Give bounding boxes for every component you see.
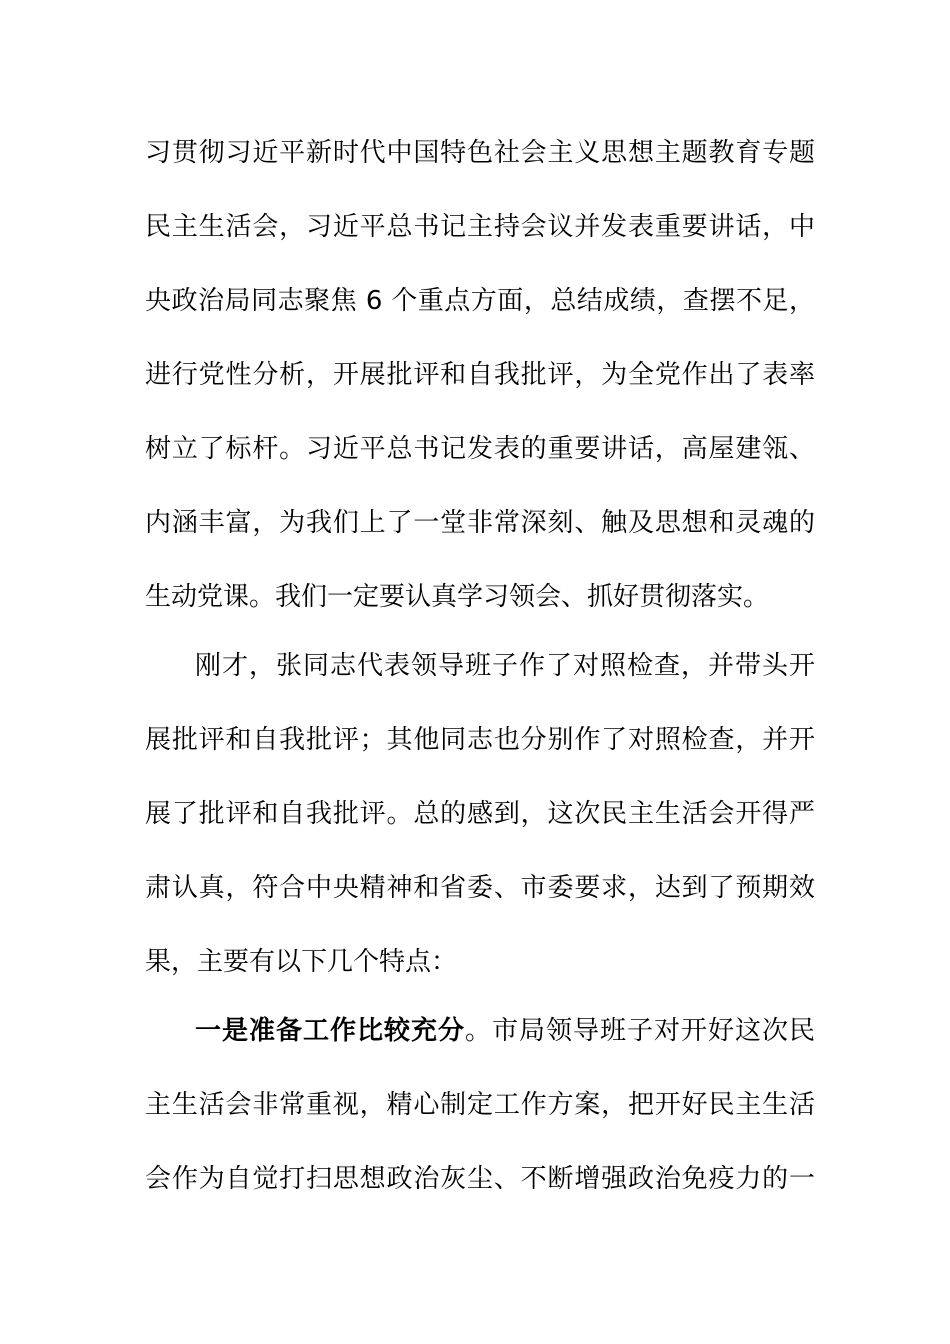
paragraph-2-line-4: 肃认真，符合中央精神和省委、市委要求，达到了预期效 — [145, 873, 815, 903]
paragraph-1-line-1: 习贯彻习近平新时代中国特色社会主义思想主题教育专题 — [145, 138, 815, 168]
paragraph-3-line-2: 主生活会非常重视，精心制定工作方案，把开好民主生活 — [145, 1090, 815, 1120]
paragraph-1-line-2: 民主生活会，习近平总书记主持会议并发表重要讲话，中 — [145, 212, 815, 242]
paragraph-3-line-3: 会作为自觉打扫思想政治灰尘、不断增强政治免疫力的一 — [145, 1164, 815, 1194]
paragraph-3-heading: 一是准备工作比较充分 — [195, 1016, 465, 1046]
paragraph-1-line-3: 央政治局同志聚焦 6 个重点方面，总结成绩，查摆不足， — [145, 286, 815, 316]
paragraph-2-line-2: 展批评和自我批评；其他同志也分别作了对照检查，并开 — [145, 725, 815, 755]
paragraph-1-line-4: 进行党性分析，开展批评和自我批评，为全党作出了表率 — [145, 360, 815, 390]
paragraph-1-line-5: 树立了标杆。习近平总书记发表的重要讲话，高屋建瓴、 — [145, 434, 815, 464]
paragraph-1-line-7: 生动党课。我们一定要认真学习领会、抓好贯彻落实。 — [145, 582, 770, 612]
paragraph-2-line-5: 果，主要有以下几个特点： — [145, 947, 458, 977]
paragraph-1-line-6: 内涵丰富，为我们上了一堂非常深刻、触及思想和灵魂的 — [145, 508, 815, 538]
paragraph-2-line-1: 刚才，张同志代表领导班子作了对照检查，并带头开 — [195, 651, 815, 681]
paragraph-3-line-1 — [195, 1013, 815, 1049]
paragraph-3-line-1-rest: 。市局领导班子对开好这次民 — [465, 1016, 815, 1046]
paragraph-2-line-3: 展了批评和自我批评。总的感到，这次民主生活会开得严 — [145, 799, 815, 829]
